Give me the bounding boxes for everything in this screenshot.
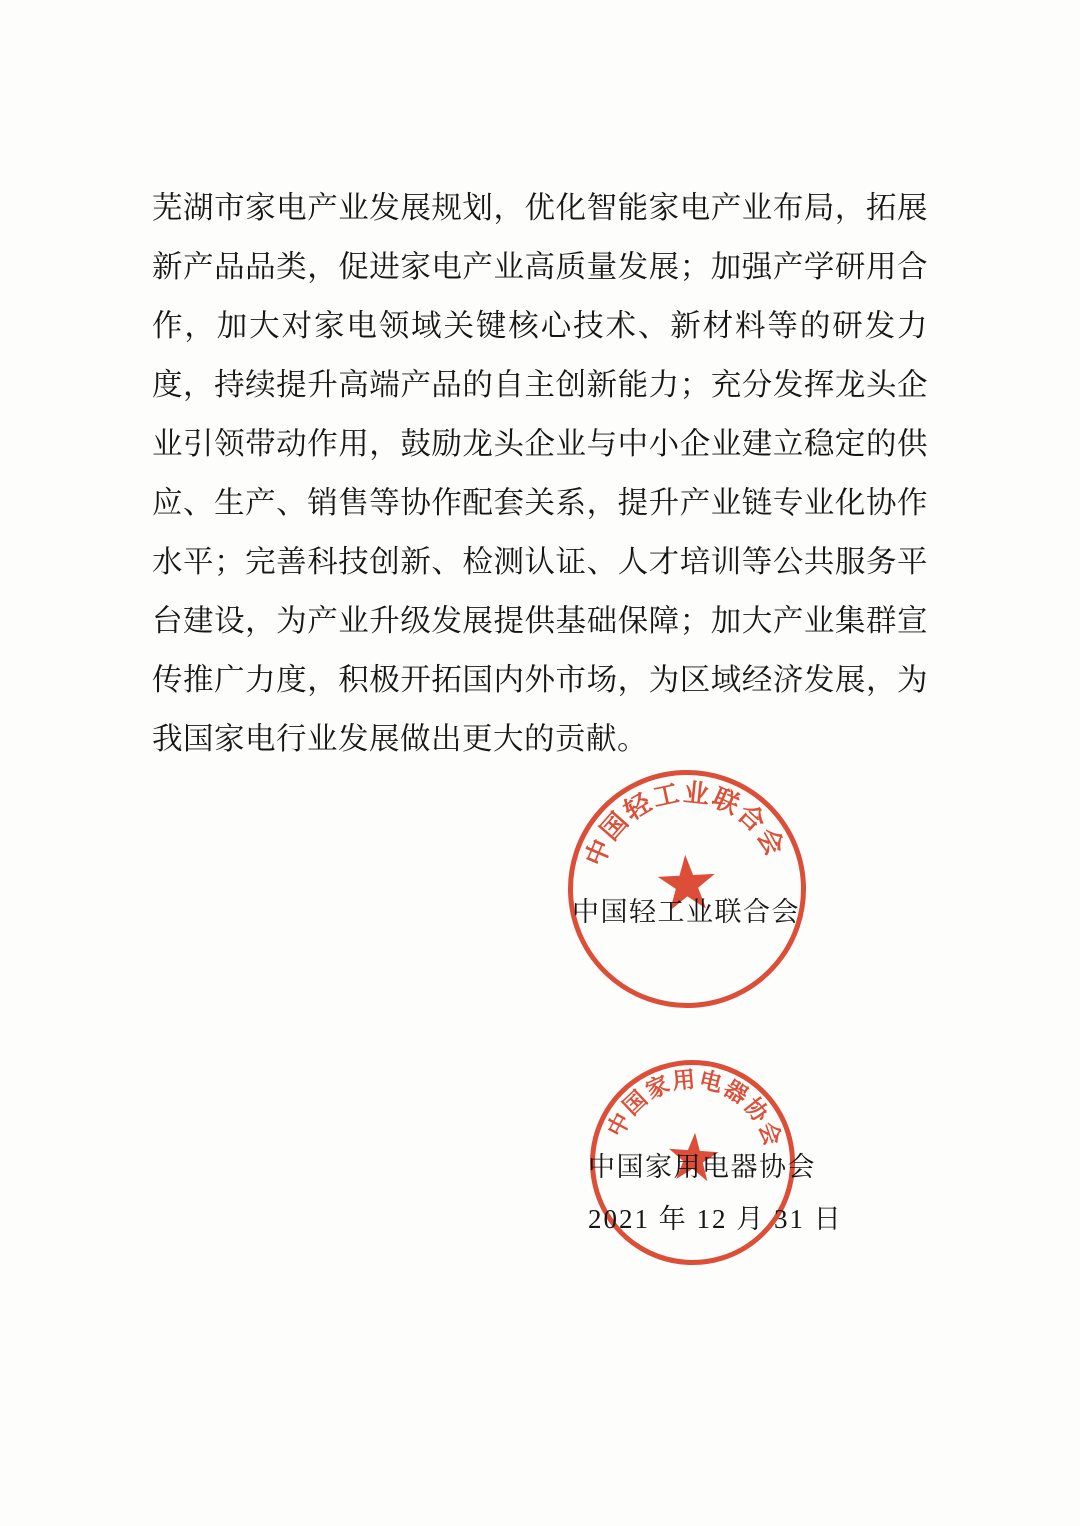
official-seal-icon (562, 764, 812, 1014)
signature-organization-2: 中国家用电器协会 (588, 1152, 816, 1182)
seal-1-arc-label: 中国轻工业联合会 (580, 777, 791, 871)
signature-date: 2021 年 12 月 31 日 (588, 1204, 843, 1234)
signature-block (520, 760, 960, 1320)
seal-2-arc-label: 中国家用电器协会 (602, 1066, 786, 1151)
signature-organization-1: 中国轻工业联合会 (572, 897, 800, 927)
body-paragraph: 芜湖市家电产业发展规划，优化智能家电产业布局，拓展新产品品类，促进家电产业高质量发展；加强产学研用合作，加大对家电领域关键核心技术、新材料等的研发力度，持续提升高端产品的自主创新能力；充分发挥龙头企业引领带动作用，鼓励龙头企业与中小企业建立稳定的供应、生产、销售等协作配套关系，提升产业链专业化协作水平；完善科技创新、检测认证、人才培训等公共服务平台建设，为产业升级发展提供基础保障；加大产业集群宣传推广力度，积极开拓国内外市场，为区域经济发展，为我国家电行业发展做出更大的贡献。 (152, 190, 928, 756)
